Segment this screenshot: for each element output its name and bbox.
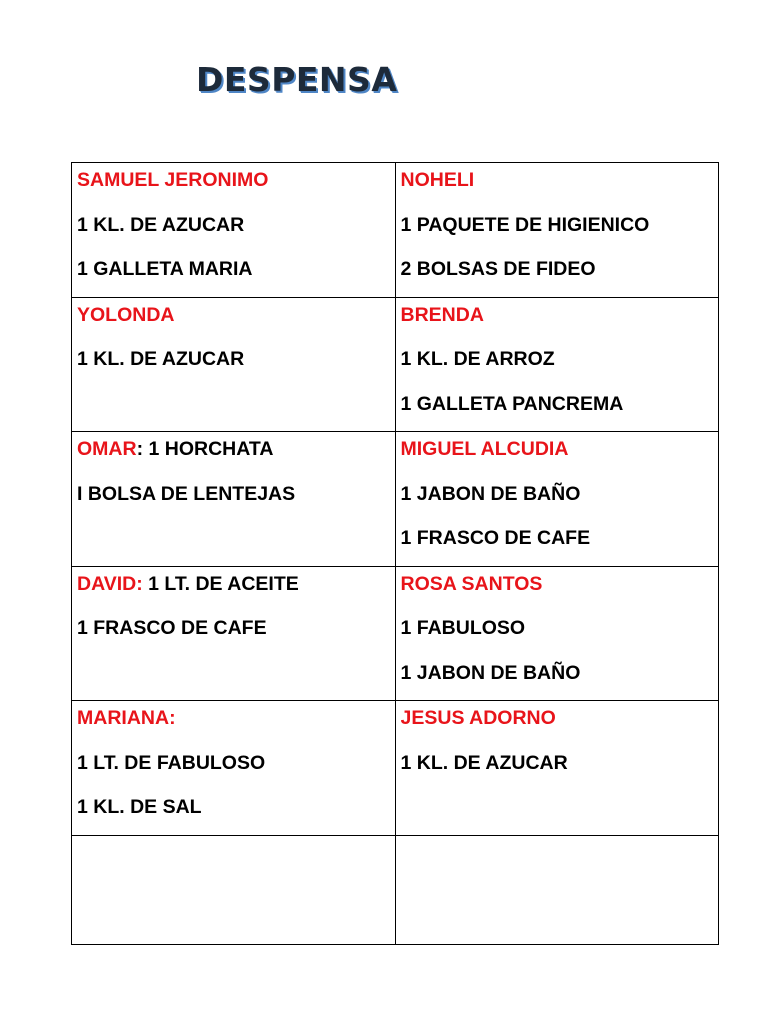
inline-item: : 1 HORCHATA bbox=[136, 438, 274, 460]
person-name: OMAR bbox=[77, 438, 137, 460]
person-name: DAVID: bbox=[77, 572, 143, 595]
person-name: YOLONDA bbox=[77, 303, 175, 326]
person-cell bbox=[72, 163, 396, 298]
person-name: SAMUEL JERONIMO bbox=[77, 169, 269, 191]
item-line bbox=[401, 790, 719, 835]
person-name: ROSA SANTOS bbox=[400, 572, 543, 595]
person-header bbox=[401, 298, 719, 343]
item-line bbox=[77, 521, 395, 566]
item-line bbox=[77, 387, 395, 432]
person-name: MIGUEL ALCUDIA bbox=[400, 438, 569, 460]
person-header bbox=[77, 298, 395, 343]
item-line: 1 FRASCO DE CAFE bbox=[400, 527, 591, 549]
empty-cell bbox=[72, 835, 396, 944]
item-line: 1 GALLETA MARIA bbox=[77, 258, 253, 280]
person-cell bbox=[72, 566, 396, 701]
item-line: 1 KL. DE AZUCAR bbox=[77, 213, 245, 236]
item-line: 1 KL. DE AZUCAR bbox=[400, 751, 568, 774]
person-header bbox=[77, 567, 395, 612]
table-row bbox=[72, 163, 719, 298]
person-header bbox=[401, 163, 719, 208]
person-cell bbox=[395, 432, 719, 567]
person-header bbox=[401, 432, 719, 477]
person-name: BRENDA bbox=[400, 303, 484, 326]
person-header bbox=[77, 432, 395, 477]
empty-cell bbox=[395, 835, 719, 944]
person-header bbox=[401, 701, 719, 746]
person-header bbox=[77, 163, 395, 208]
item-line: 1 FRASCO DE CAFE bbox=[77, 617, 267, 639]
page-title: DESPENSA bbox=[196, 60, 398, 99]
person-name: JESUS ADORNO bbox=[400, 707, 556, 729]
item-line: 1 JABON DE BAÑO bbox=[400, 482, 581, 505]
table-row bbox=[72, 432, 719, 567]
item-line: 1 GALLETA PANCREMA bbox=[400, 392, 624, 415]
item-line: 1 FABULOSO bbox=[400, 617, 526, 639]
table-row bbox=[72, 297, 719, 432]
person-header bbox=[77, 701, 395, 746]
person-cell bbox=[395, 566, 719, 701]
item-line: I BOLSA DE LENTEJAS bbox=[77, 482, 296, 505]
item-line: 1 KL. DE AZUCAR bbox=[77, 348, 245, 370]
item-line: 1 KL. DE SAL bbox=[77, 796, 202, 818]
item-line: 1 KL. DE ARROZ bbox=[400, 348, 555, 370]
inline-item: 1 LT. DE ACEITE bbox=[142, 572, 299, 595]
item-line: 1 JABON DE BAÑO bbox=[400, 661, 581, 684]
person-cell bbox=[72, 701, 396, 836]
table-row-empty bbox=[72, 835, 719, 944]
person-header bbox=[401, 567, 719, 612]
item-line: 1 PAQUETE DE HIGIENICO bbox=[400, 213, 650, 236]
item-line: 1 LT. DE FABULOSO bbox=[77, 751, 266, 774]
table-row bbox=[72, 566, 719, 701]
item-line bbox=[77, 656, 395, 701]
item-line: 2 BOLSAS DE FIDEO bbox=[400, 258, 596, 280]
person-cell bbox=[72, 432, 396, 567]
person-cell bbox=[395, 701, 719, 836]
person-cell bbox=[72, 297, 396, 432]
person-cell bbox=[395, 163, 719, 298]
table-row bbox=[72, 701, 719, 836]
person-cell bbox=[395, 297, 719, 432]
pantry-table bbox=[71, 162, 719, 945]
person-name: MARIANA: bbox=[77, 707, 176, 729]
person-name: NOHELI bbox=[400, 169, 475, 191]
